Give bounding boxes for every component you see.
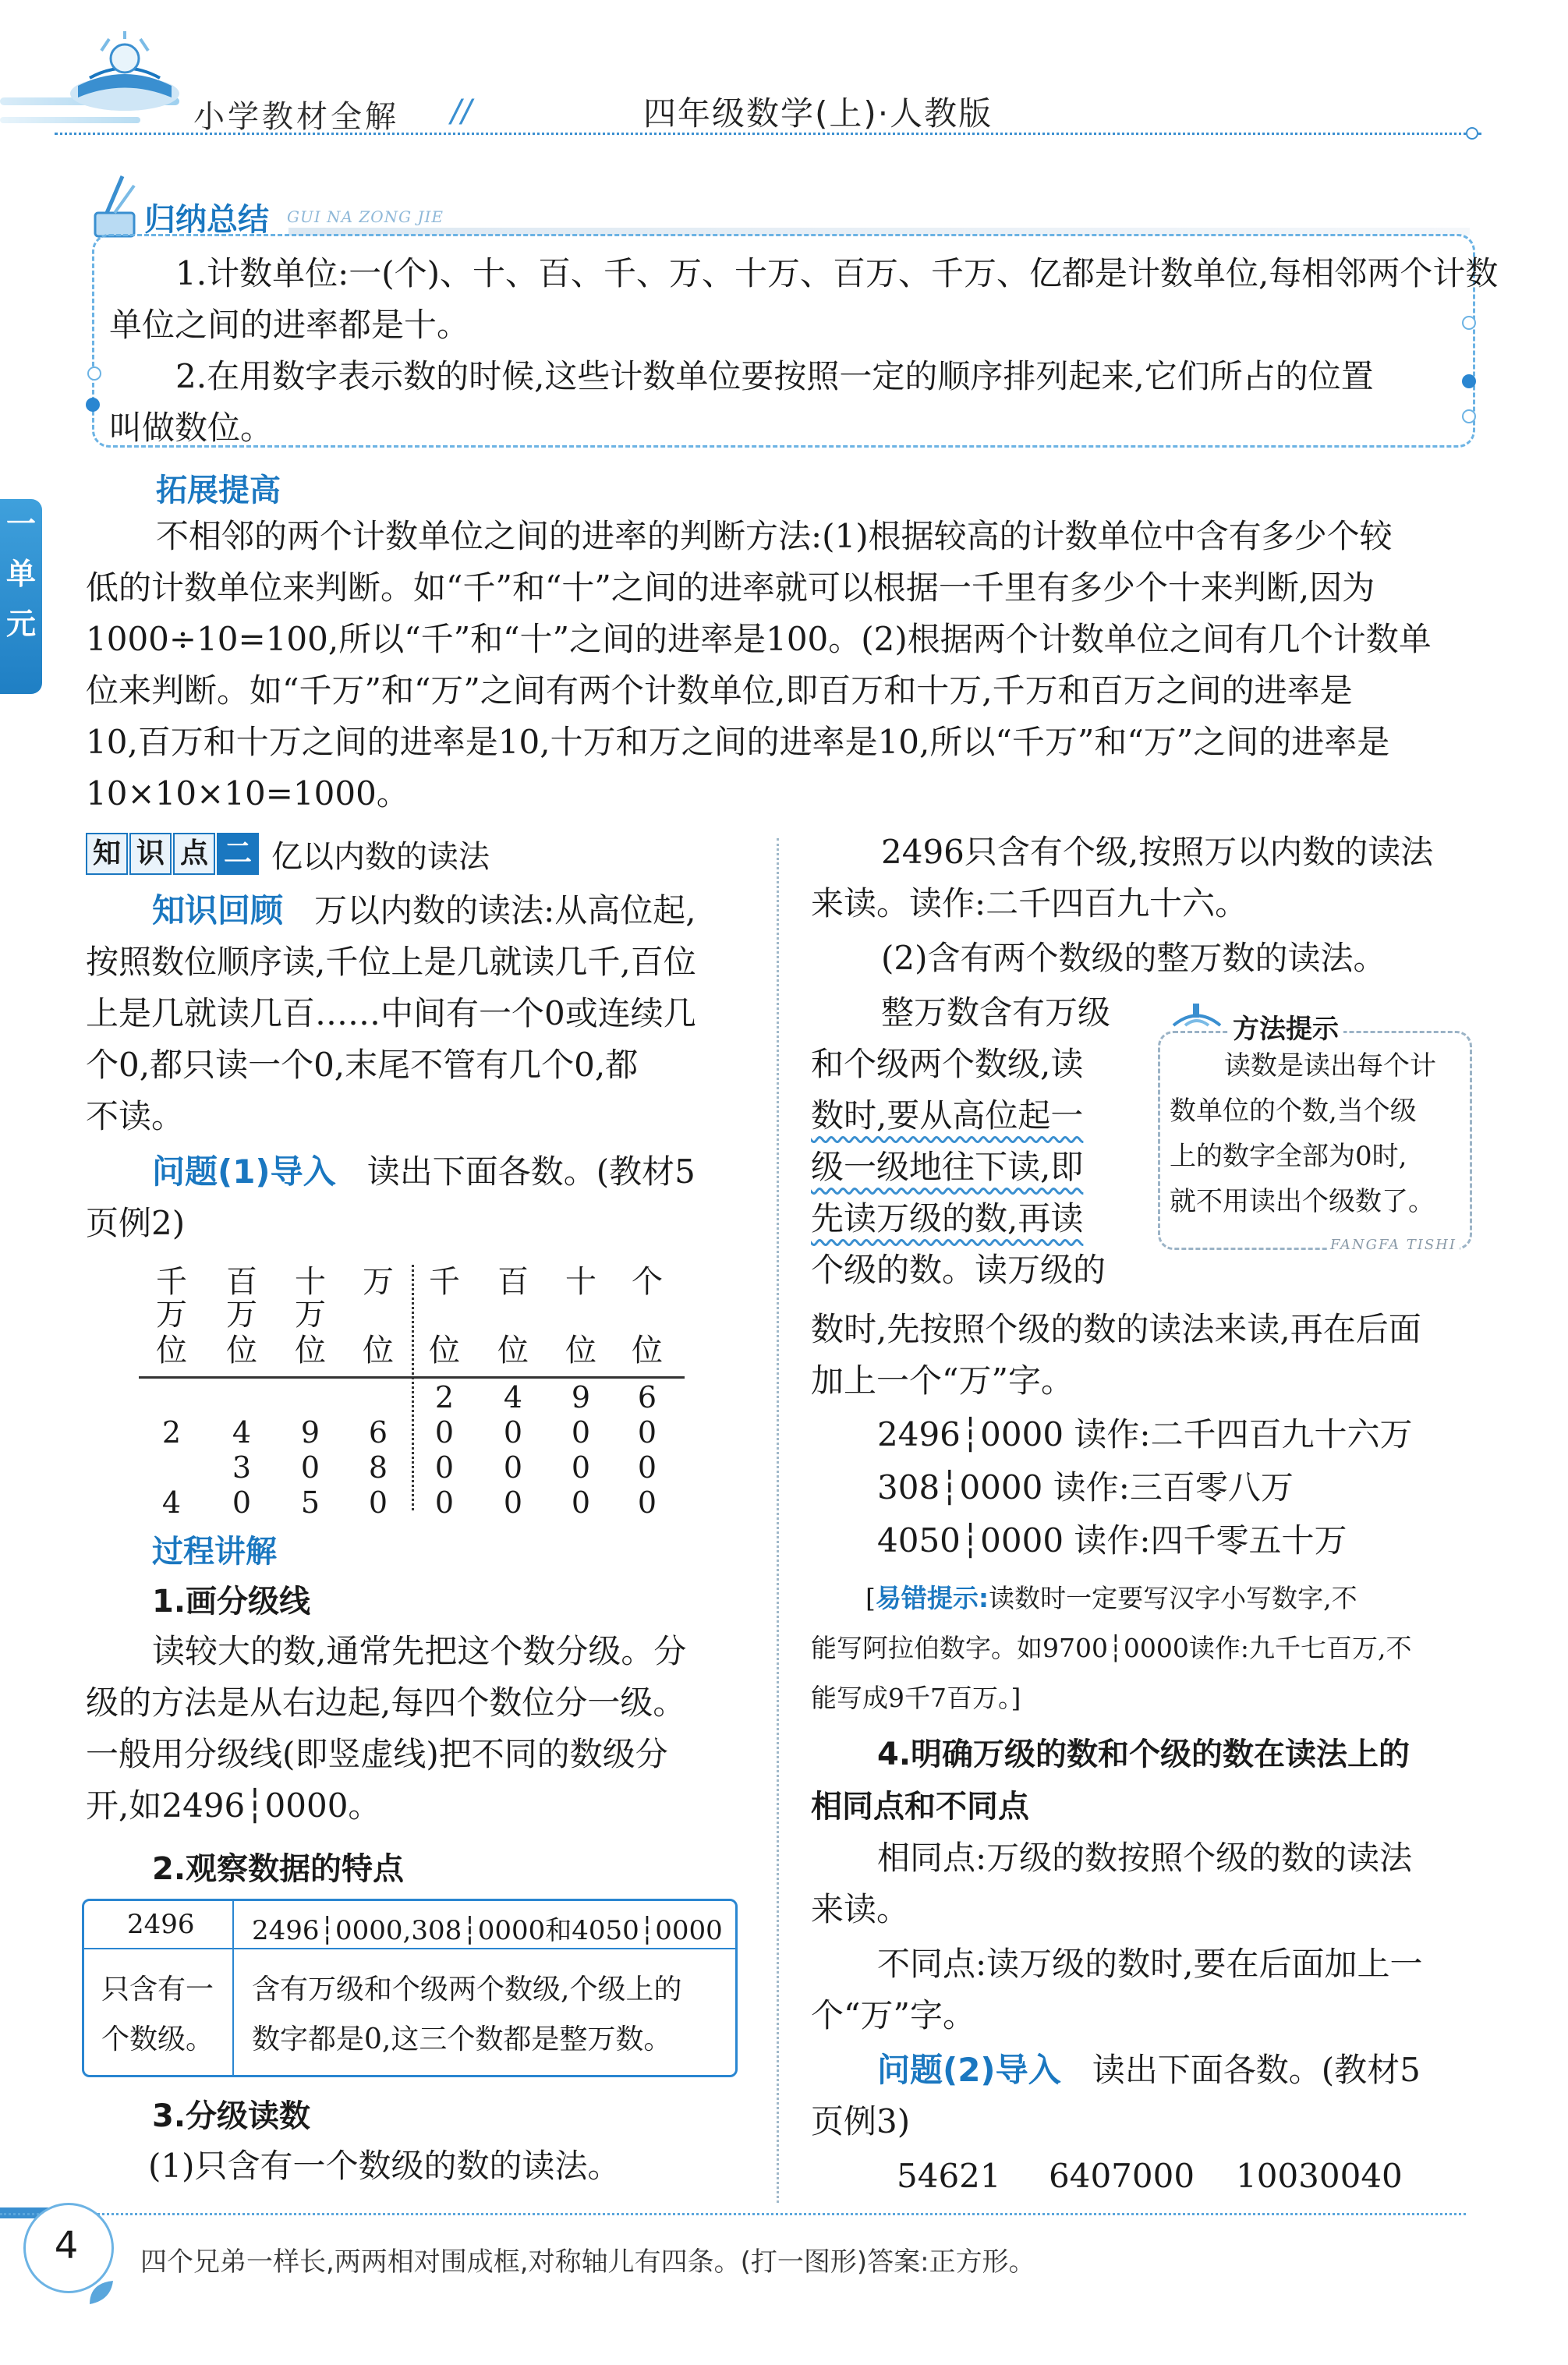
- place-header-char: 万: [295, 1297, 326, 1333]
- place-header-char: 位: [497, 1333, 529, 1368]
- deco-circle: [1462, 316, 1476, 330]
- place-header-char: 位: [565, 1333, 596, 1368]
- place-header-char: 万: [156, 1297, 187, 1333]
- extension-line: 1000÷10=100,所以“千”和“十”之间的进率是100。(2)根据两个计数单位之间有几个计数单: [86, 620, 1432, 658]
- table-digit: 6: [368, 1415, 388, 1450]
- step1-line: 读较大的数,通常先把这个数分级。分: [152, 1632, 687, 1670]
- book-title: 四年级数学(上)·人教版: [643, 94, 993, 133]
- q2-text: 读出下面各数。(教材5: [1092, 2051, 1421, 2089]
- table-cell: 2496: [127, 1909, 195, 1940]
- summary-title: 归纳总结: [144, 202, 269, 238]
- tip-line: 就不用读出个级数了。: [1170, 1186, 1435, 1217]
- q1-text: 读出下面各数。(教材5: [366, 1152, 696, 1191]
- table-cell: [252, 1965, 681, 2065]
- reading-line: 2496┆0000 读作:二千四百九十六万: [877, 1415, 1413, 1453]
- warning-block: [易错提示:读数时一定要写汉字小写数字,不: [865, 1583, 1357, 1613]
- table-digit: 0: [300, 1450, 320, 1485]
- reading-line: 308┆0000 读作:三百零八万: [877, 1468, 1294, 1506]
- brand-name: 小学教材全解: [193, 99, 399, 135]
- warning-line: 读数时一定要写汉字小写数字,不: [989, 1583, 1357, 1613]
- side-tab-char: 一: [5, 507, 36, 541]
- right-line: 加上一个“万”字。: [811, 1361, 1074, 1400]
- q2-label: 问题(2)导入: [877, 2051, 1061, 2089]
- header-slash: //: [451, 94, 472, 129]
- review-line: 不读。: [86, 1097, 185, 1135]
- same-line: 来读。: [811, 1890, 910, 1928]
- header-dot: [1466, 127, 1478, 140]
- q1-row: [152, 1146, 696, 1198]
- review-row: [152, 885, 696, 936]
- table-digit: 0: [637, 1415, 657, 1450]
- table-digit: 0: [571, 1415, 591, 1450]
- step1-heading: 1.画分级线: [152, 1584, 311, 1620]
- wrap-line: 整万数含有万级: [881, 993, 1111, 1032]
- feature-table: [82, 1899, 738, 2077]
- place-header-char: 千: [156, 1264, 187, 1300]
- step3-line: (1)只含有一个数级的数的读法。: [148, 2147, 621, 2185]
- method-tip-title: 方法提示: [1228, 1007, 1343, 1046]
- header-divider: [55, 133, 1481, 135]
- table-digit: 0: [434, 1415, 455, 1450]
- table-digit: 0: [368, 1485, 388, 1520]
- place-header-char: 百: [497, 1264, 529, 1300]
- summary-line: 单位之间的进率都是十。: [109, 306, 470, 344]
- review-line: 上是几就读几百……中间有一个0或连续几: [86, 994, 696, 1032]
- extension-line: 不相邻的两个计数单位之间的进率的判断方法:(1)根据较高的计数单位中含有多少个较: [156, 517, 1393, 555]
- place-header-char: 十: [565, 1264, 596, 1300]
- extension-title: 拓展提高: [156, 473, 281, 508]
- place-header-char: 千: [429, 1264, 460, 1300]
- header-deco-bar-2: [0, 117, 140, 123]
- table-digit: 0: [503, 1415, 523, 1450]
- table-digit: 8: [368, 1450, 388, 1485]
- unit-side-tab: [0, 499, 42, 694]
- example-number: 10030040: [1236, 2157, 1403, 2195]
- wrap-text: 和个级两个数级,读: [811, 1045, 1084, 1083]
- footer-divider: [0, 2213, 1466, 2215]
- book-logo-icon: [62, 31, 187, 117]
- q2-text2: 页例3): [811, 2102, 911, 2140]
- knowledge-point-tag: [86, 834, 490, 873]
- extension-line: 10×10×10=1000。: [86, 774, 409, 813]
- table-digit: 2: [434, 1380, 455, 1414]
- review-label: 知识回顾: [152, 891, 284, 929]
- megaphone-icon: [1170, 1002, 1224, 1041]
- method-tip-en: FANGFA TISHI: [1327, 1237, 1460, 1253]
- place-header-char: 十: [295, 1264, 326, 1300]
- right-line: 数时,先按照个级的数的读法来读,再在后面: [811, 1310, 1421, 1348]
- table-vline: [232, 1901, 234, 2075]
- table-digit: 9: [571, 1380, 591, 1414]
- table-cell-line: 数字都是0,这三个数都是整万数。: [252, 2023, 672, 2055]
- step1-line: 一般用分级线(即竖虚线)把不同的数级分: [86, 1735, 668, 1773]
- warning-line: 能写成9千7百万。]: [811, 1683, 1021, 1713]
- right-line: 来读。读作:二千四百九十六。: [811, 884, 1248, 922]
- table-digit: 5: [300, 1485, 320, 1520]
- page-number: 4: [54, 2224, 79, 2268]
- table-digit: 0: [503, 1485, 523, 1520]
- place-header-char: 万: [226, 1297, 257, 1333]
- place-header-char: 位: [226, 1333, 257, 1368]
- kp-number: 二: [217, 833, 259, 875]
- knowledge-point-title: 亿以内数的读法: [271, 838, 490, 875]
- level-divider-line: [412, 1265, 414, 1510]
- wrap-line: 级一级地往下读,即: [811, 1148, 1084, 1186]
- table-cell-line: 只含有一: [101, 1974, 214, 2006]
- wrap-line: 个级的数。读万级的: [811, 1251, 1106, 1289]
- right-line: (2)含有两个数级的整万数的读法。: [881, 939, 1386, 977]
- step4-heading: 4.明确万级的数和个级的数在读法上的: [877, 1737, 1410, 1772]
- table-digit: 2: [161, 1415, 182, 1450]
- wrap-line: 先读万级的数,再读: [811, 1199, 1084, 1237]
- table-cell: [101, 1965, 214, 2065]
- deco-circle: [1462, 409, 1476, 423]
- bullet-dot: [1462, 374, 1476, 388]
- table-digit: 0: [434, 1450, 455, 1485]
- table-digit: 0: [434, 1485, 455, 1520]
- table-digit: 4: [232, 1415, 252, 1450]
- summary-line: 2.在用数字表示数的时候,这些计数单位要按照一定的顺序排列起来,它们所占的位置: [175, 357, 1374, 395]
- deco-circle: [87, 366, 101, 381]
- extension-line: 位来判断。如“千万”和“万”之间有两个计数单位,即百万和十万,千万和百万之间的进率是: [86, 671, 1353, 710]
- example-number: 6407000: [1049, 2157, 1195, 2195]
- tip-line: 上的数字全部为0时,: [1170, 1141, 1407, 1172]
- table-digit: 6: [637, 1380, 657, 1414]
- place-header-char: 位: [156, 1333, 187, 1368]
- warning-line: 能写阿拉伯数字。如9700┆0000读作:九千七百万,不: [811, 1633, 1412, 1663]
- column-divider: [777, 838, 779, 2203]
- kp-char: 识: [129, 833, 172, 875]
- step1-line: 开,如2496┆0000。: [86, 1786, 381, 1825]
- kp-char: 点: [173, 833, 215, 875]
- table-hline: [84, 1948, 735, 1949]
- summary-line: 1.计数单位:一(个)、十、百、千、万、十万、百万、千万、亿都是计数单位,每相邻两个计数: [175, 254, 1499, 292]
- place-header-char: 位: [295, 1333, 326, 1368]
- tip-line: 读数是读出每个计: [1224, 1050, 1436, 1082]
- step2-heading: 2.观察数据的特点: [152, 1851, 405, 1887]
- place-header-char: 位: [363, 1333, 394, 1368]
- diff-line: 不同点:读万级的数时,要在后面加上一: [877, 1945, 1423, 1983]
- step4-heading-2: 相同点和不同点: [811, 1789, 1029, 1825]
- review-line: 万以内数的读法:从高位起,: [314, 891, 696, 929]
- side-tab-char: 元: [5, 607, 36, 641]
- example-number: 54621: [897, 2157, 1001, 2195]
- place-header-char: 位: [429, 1333, 460, 1368]
- table-cell-line: 含有万级和个级两个数级,个级上的: [252, 1974, 682, 2006]
- table-cell-line: 个数级。: [101, 2023, 214, 2055]
- q1-label: 问题(1)导入: [152, 1152, 336, 1191]
- q1-text2: 页例2): [86, 1204, 186, 1242]
- warning-label: 易错提示:: [875, 1583, 989, 1613]
- summary-line: 叫做数位。: [109, 409, 274, 447]
- right-line: 2496只含有个级,按照万以内数的读法: [881, 833, 1434, 871]
- pen-holder-icon: [87, 170, 142, 240]
- summary-subtitle: GUI NA ZONG JIE: [287, 207, 444, 226]
- table-cell: 2496┆0000,308┆0000和4050┆0000: [252, 1915, 723, 1946]
- diff-line: 个“万”字。: [811, 1996, 975, 2034]
- table-digit: 9: [300, 1415, 320, 1450]
- side-tab-char: 单: [5, 557, 36, 591]
- wrap-line: [811, 1039, 1083, 1090]
- footer-riddle: 四个兄弟一样长,两两相对围成框,对称轴儿有四条。(打一图形)答案:正方形。: [140, 2246, 1035, 2278]
- table-digit: 3: [232, 1450, 252, 1485]
- bullet-dot: [86, 398, 100, 412]
- review-line: 个0,都只读一个0,末尾不管有几个0,都: [86, 1046, 639, 1084]
- place-header-char: 位: [632, 1333, 663, 1368]
- table-digit: 0: [232, 1485, 252, 1520]
- tip-line: 数单位的个数,当个级: [1170, 1096, 1417, 1127]
- q2-row: [877, 2045, 1421, 2096]
- table-digit: 0: [503, 1450, 523, 1485]
- same-line: 相同点:万级的数按照个级的数的读法: [877, 1839, 1413, 1877]
- table-digit: 0: [571, 1450, 591, 1485]
- step1-line: 级的方法是从右边起,每四个数位分一级。: [86, 1683, 686, 1722]
- reading-line: 4050┆0000 读作:四千零五十万: [877, 1521, 1347, 1560]
- wrap-line: 数时,要从高位起一: [811, 1096, 1084, 1135]
- extension-line: 10,百万和十万之间的进率是10,十万和万之间的进率是10,所以“千万”和“万”之间的进率是: [86, 723, 1390, 761]
- table-digit: 0: [637, 1450, 657, 1485]
- place-header-char: 个: [632, 1264, 663, 1300]
- review-line: 按照数位顺序读,千位上是几就读几千,百位: [86, 943, 696, 981]
- extension-line: 低的计数单位来判断。如“千”和“十”之间的进率就可以根据一千里有多少个十来判断,因为: [86, 568, 1375, 607]
- table-digit: 4: [161, 1485, 182, 1520]
- table-digit: 0: [571, 1485, 591, 1520]
- place-header-char: 万: [363, 1264, 394, 1300]
- table-digit: 0: [637, 1485, 657, 1520]
- kp-char: 知: [86, 833, 128, 875]
- table-digit: 4: [503, 1380, 523, 1414]
- step3-heading: 3.分级读数: [152, 2098, 311, 2134]
- process-label: 过程讲解: [152, 1534, 277, 1570]
- place-header-char: 百: [226, 1264, 257, 1300]
